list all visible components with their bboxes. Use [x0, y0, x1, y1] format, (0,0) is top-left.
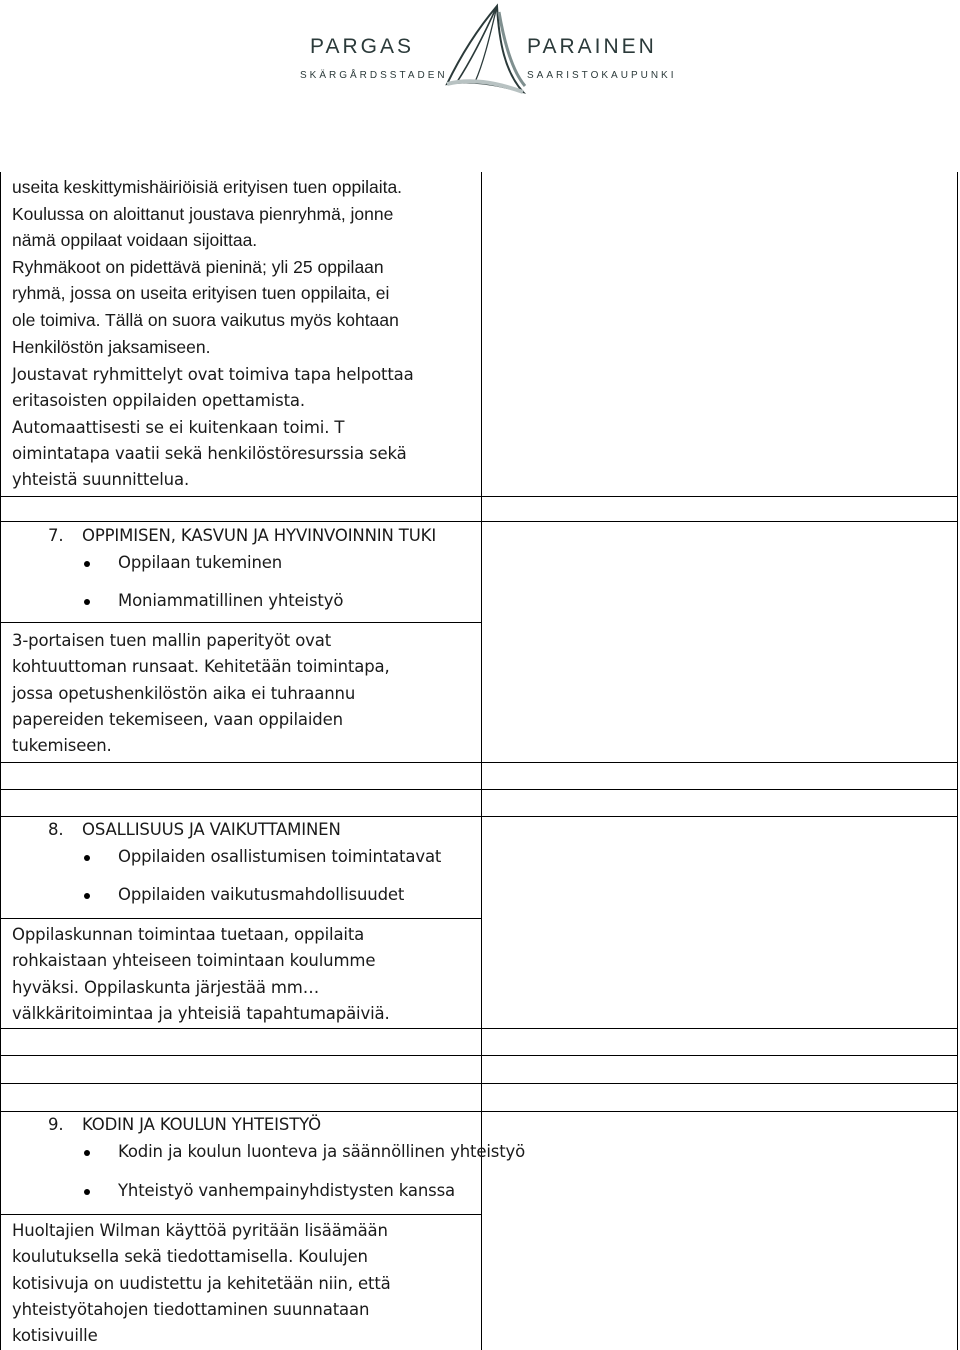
table-right-border: [957, 172, 958, 1350]
text-line: eritasoisten oppilaiden opettamista.: [12, 391, 305, 411]
text-line: ryhmä, jossa on useita erityisen tuen oppilaita, ei: [12, 283, 390, 304]
bullet-icon: [84, 893, 90, 899]
row-divider: [0, 1055, 958, 1056]
text-line: yhteistyötahojen tiedottaminen suunnataan: [12, 1299, 370, 1319]
bullet-icon: [84, 599, 90, 605]
text-line: papereiden tekemiseen, vaan oppilaiden: [12, 709, 343, 729]
section-number: 8.: [48, 820, 64, 839]
section-heading: [48, 819, 341, 841]
header-logo: [300, 2, 680, 102]
text-line: yhteistä suunnittelua.: [12, 470, 190, 490]
section-body: [12, 628, 482, 759]
section-number: 9.: [48, 1115, 64, 1134]
text-line: koulutuksella sekä tiedottamisella. Koulujen: [12, 1247, 368, 1267]
row-divider: [0, 918, 482, 919]
row-divider: [0, 496, 958, 497]
text-line: oimintatapa vaatii sekä henkilöstöresurssia sekä: [12, 443, 407, 463]
section-heading: [48, 1114, 321, 1136]
bullet-text: Oppilaiden vaikutusmahdollisuudet: [118, 885, 405, 904]
bullet-icon: [84, 1189, 90, 1195]
section-body: [12, 922, 482, 1027]
bullet-icon: [84, 561, 90, 567]
brand-subtitle-swedish: SKÄRGÅRDSSTADEN: [300, 70, 448, 81]
text-line: Oppilaskunnan toimintaa tuetaan, oppilaita: [12, 925, 365, 944]
text-line: 3-portaisen tuen mallin paperityöt ovat: [12, 631, 332, 650]
intro-paragraph: [12, 174, 482, 360]
row-divider: [0, 789, 958, 790]
brand-subtitle-finnish: SAARISTOKAUPUNKI: [527, 70, 677, 81]
row-divider: [0, 762, 958, 763]
text-line: Ryhmäkoot on pidettävä pieninä; yli 25 oppilaan: [12, 256, 384, 277]
brand-name-finnish: PARAINEN: [527, 35, 657, 58]
text-line: useita keskittymishäiriöisiä erityisen tuen oppilaita.: [12, 177, 403, 197]
text-line: Koulussa on aloittanut joustava pienryhmä, jonne: [12, 203, 394, 224]
brand-name-swedish: PARGAS: [310, 35, 414, 58]
text-line: jossa opetushenkilöstön aika ei tuhraannu: [12, 683, 356, 703]
text-line: tukemiseen.: [12, 736, 112, 756]
row-divider: [0, 1028, 958, 1029]
bullet-icon: [84, 1150, 90, 1156]
row-divider: [0, 816, 958, 817]
row-divider: [0, 521, 958, 522]
text-line: hyväksi. Oppilaskunta järjestää mm…: [12, 977, 320, 997]
text-line: rohkaistaan yhteiseen toimintaan koulumme: [12, 951, 376, 971]
bullet-text: Moniammatillinen yhteistyö: [118, 591, 344, 610]
section-body: [12, 1218, 482, 1349]
section-heading: [48, 525, 436, 547]
flexible-grouping-paragraph: [12, 362, 482, 493]
sail-icon: [435, 2, 535, 97]
table-left-border: [0, 172, 1, 1350]
bullet-text: Kodin ja koulun luonteva ja säännöllinen yhteistyö: [118, 1142, 526, 1161]
row-divider: [0, 622, 482, 623]
text-line: kotisivuja on uudistettu ja kehitetään niin, että: [12, 1273, 391, 1293]
bullet-text: Yhteistyö vanhempainyhdistysten kanssa: [118, 1181, 456, 1200]
row-divider: [0, 1214, 482, 1215]
text-line: ole toimiva. Tällä on suora vaikutus myös kohtaan: [12, 309, 399, 330]
section-title: OPPIMISEN, KASVUN JA HYVINVOINNIN TUKI: [82, 526, 437, 545]
section-title: KODIN JA KOULUN YHTEISTYÖ: [82, 1115, 322, 1134]
text-line: välkkäritoimintaa ja yhteisiä tapahtumapäiviä.: [12, 1003, 390, 1023]
text-line: Automaattisesti se ei kuitenkaan toimi. T: [12, 417, 345, 437]
section-title: OSALLISUUS JA VAIKUTTAMINEN: [82, 820, 341, 839]
bullet-icon: [84, 855, 90, 861]
text-line: Henkilöstön jaksamiseen.: [12, 336, 211, 357]
row-divider: [0, 1083, 958, 1084]
bullet-text: Oppilaan tukeminen: [118, 553, 283, 572]
text-line: kotisivuille: [12, 1326, 98, 1346]
text-line: kohtuuttoman runsaat. Kehitetään toimintapa,: [12, 657, 390, 677]
bullet-text: Oppilaiden osallistumisen toimintatavat: [118, 847, 442, 866]
section-number: 7.: [48, 526, 64, 545]
text-line: Joustavat ryhmittelyt ovat toimiva tapa helpottaa: [12, 365, 414, 384]
row-divider: [0, 1111, 958, 1112]
text-line: nämä oppilaat voidaan sijoittaa.: [12, 230, 258, 251]
text-line: Huoltajien Wilman käyttöä pyritään lisäämään: [12, 1221, 388, 1240]
